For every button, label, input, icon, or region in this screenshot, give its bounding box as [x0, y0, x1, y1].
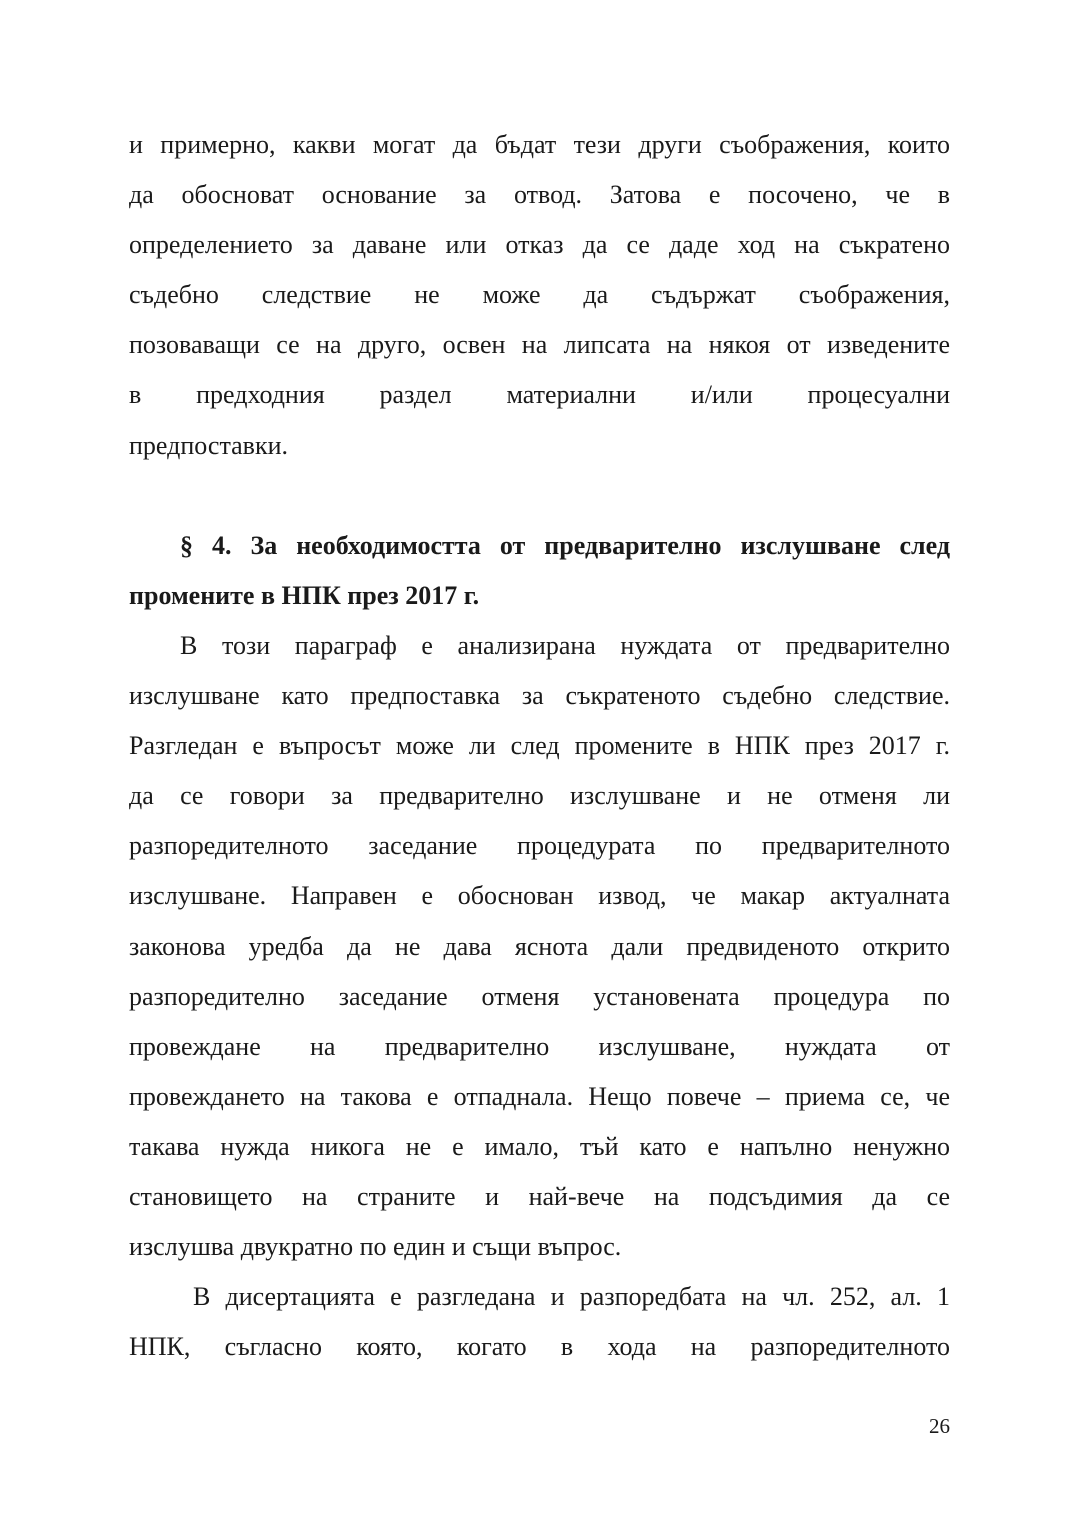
text-line: становището на страните и най-вече на подсъдимия да се — [129, 1181, 950, 1211]
text-line: в предходния раздел материални и/или процесуални — [129, 380, 950, 410]
document-page — [129, 120, 950, 1372]
page-number: 26 — [929, 1414, 950, 1438]
paragraph-gap — [129, 471, 950, 521]
text-line: предпоставки. — [129, 430, 288, 460]
text-line: НПК, съгласно която, когато в хода на разпоредителното — [129, 1332, 950, 1362]
text-line: съдебно следствие не може да съдържат съображения, — [129, 280, 950, 310]
text-line: и примерно, какви могат да бъдат тези други съображения, които — [129, 130, 950, 159]
paragraph-analysis — [129, 621, 950, 1272]
text-line: разпоредително заседание отменя установената процедура по — [129, 981, 950, 1011]
text-line: В този параграф е анализирана нуждата от предварително — [180, 630, 950, 660]
paragraph-continuation — [129, 120, 950, 471]
text-line: определението за даване или отказ да се даде ход на съкратено — [129, 230, 950, 260]
text-line: изслушване. Направен е обоснован извод, че макар актуалната — [129, 881, 950, 911]
text-line: законова уредба да не дава яснота дали предвиденото открито — [129, 931, 950, 961]
text-line: изслушва двукратно по един и същи въпрос. — [129, 1232, 622, 1262]
text-line: да обосноват основание за отвод. Затова е посочено, че в — [129, 180, 950, 210]
paragraph-article — [129, 1272, 950, 1372]
text-line: В дисертацията е разгледана и разпоредбата на чл. 252, ал. 1 — [193, 1282, 950, 1312]
text-line: Разгледан е въпросът може ли след промените в НПК през 2017 г. — [129, 731, 950, 761]
heading-line: промените в НПК през 2017 г. — [129, 580, 480, 610]
section-heading — [129, 521, 950, 621]
text-line: да се говори за предварително изслушване и не отменя ли — [129, 781, 950, 811]
text-line: провеждането на такова е отпаднала. Нещо повече – приема се, че — [129, 1081, 950, 1111]
text-line: разпоредителното заседание процедурата по предварителното — [129, 831, 950, 861]
text-line: такава нужда никога не е имало, тъй като е напълно ненужно — [129, 1131, 950, 1161]
text-line: изслушване като предпоставка за съкратеното съдебно следствие. — [129, 681, 950, 711]
heading-line: § 4. За необходимостта от предварително изслушване след — [180, 530, 950, 560]
text-line: провеждане на предварително изслушване, нуждата от — [129, 1031, 950, 1061]
text-line: позоваващи се на друго, освен на липсата на някоя от изведените — [129, 330, 950, 360]
